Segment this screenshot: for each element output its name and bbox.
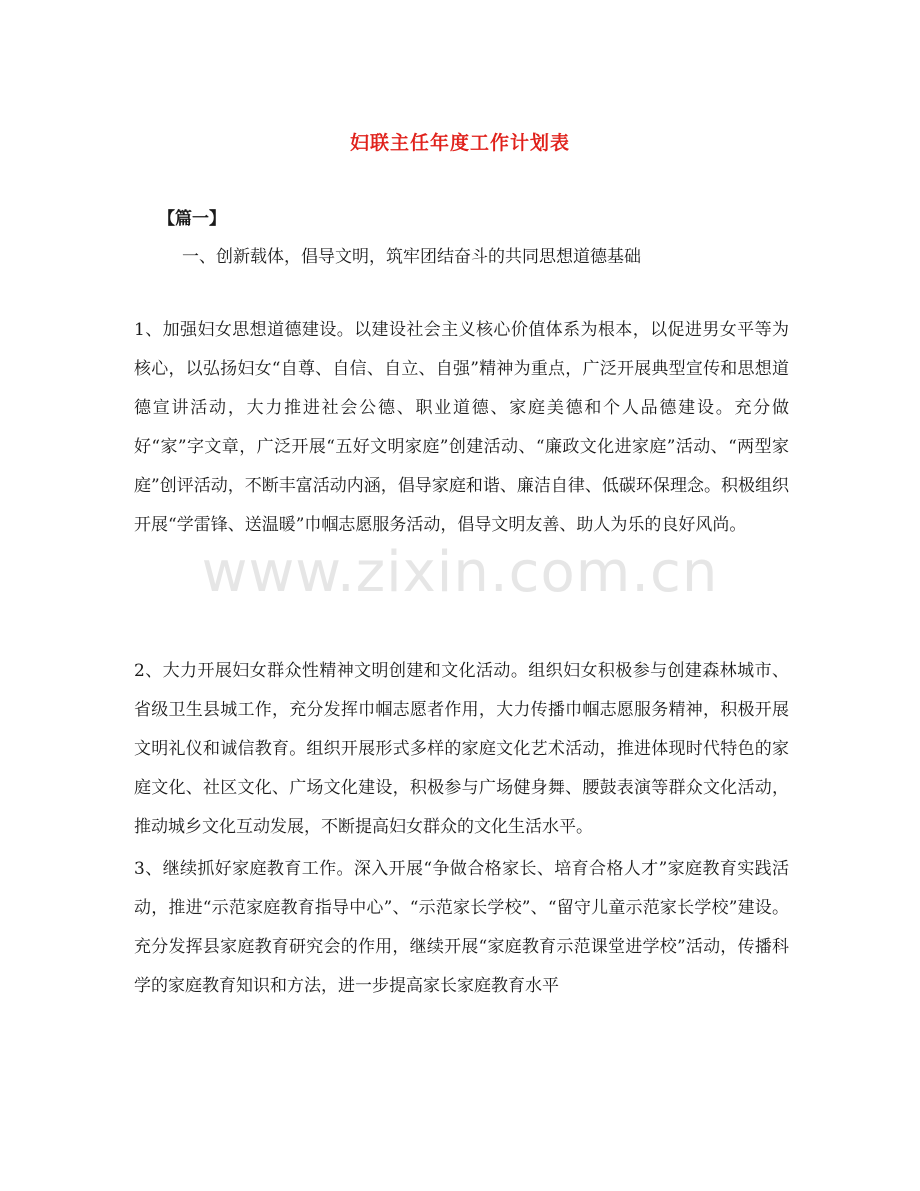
watermark: www.zixin.com.cn [201,540,719,605]
section-heading: 一、创新载体，倡导文明，筑牢团结奋斗的共同思想道德基础 [182,247,641,267]
document-title: 妇联主任年度工作计划表 [349,132,570,154]
paragraph-3: 3、继续抓好家庭教育工作。深入开展“争做合格家长、培育合格人才”家庭教育实践活动，推进“示范家庭教育指导中心”、“示范家长学校”、“留守儿童示范家长学校”建设。充分发挥县家庭教育研究会的作用，继续开展“家庭教育示范课堂进学校”活动，传播科学的家庭教育知识和方法，进一步提高家长家庭教育水平 [134,859,789,996]
section-label: 【篇一】 [158,209,226,229]
paragraph-2: 2、大力开展妇女群众性精神文明创建和文化活动。组织妇女积极参与创建森林城市、省级卫生县城工作，充分发挥巾帼志愿者作用，大力传播巾帼志愿服务精神，积极开展文明礼仪和诚信教育。组织开展形式多样的家庭文化艺术活动，推进体现时代特色的家庭文化、社区文化、广场文化建设，积极参与广场健身舞、腰鼓表演等群众文化活动，推动城乡文化互动发展，不断提高妇女群众的文化生活水平。 [134,661,789,837]
paragraph-1: 1、加强妇女思想道德建设。以建设社会主义核心价值体系为根本，以促进男女平等为核心，以弘扬妇女“自尊、自信、自立、自强”精神为重点，广泛开展典型宣传和思想道德宣讲活动，大力推进社会公德、职业道德、家庭美德和个人品德建设。充分做好“家”字文章，广泛开展“五好文明家庭”创建活动、“廉政文化进家庭”活动、“两型家庭”创评活动，不断丰富活动内涵，倡导家庭和谐、廉洁自律、低碳环保理念。积极组织开展“学雷锋、送温暖”巾帼志愿服务活动，倡导文明友善、助人为乐的良好风尚。 [134,320,789,535]
